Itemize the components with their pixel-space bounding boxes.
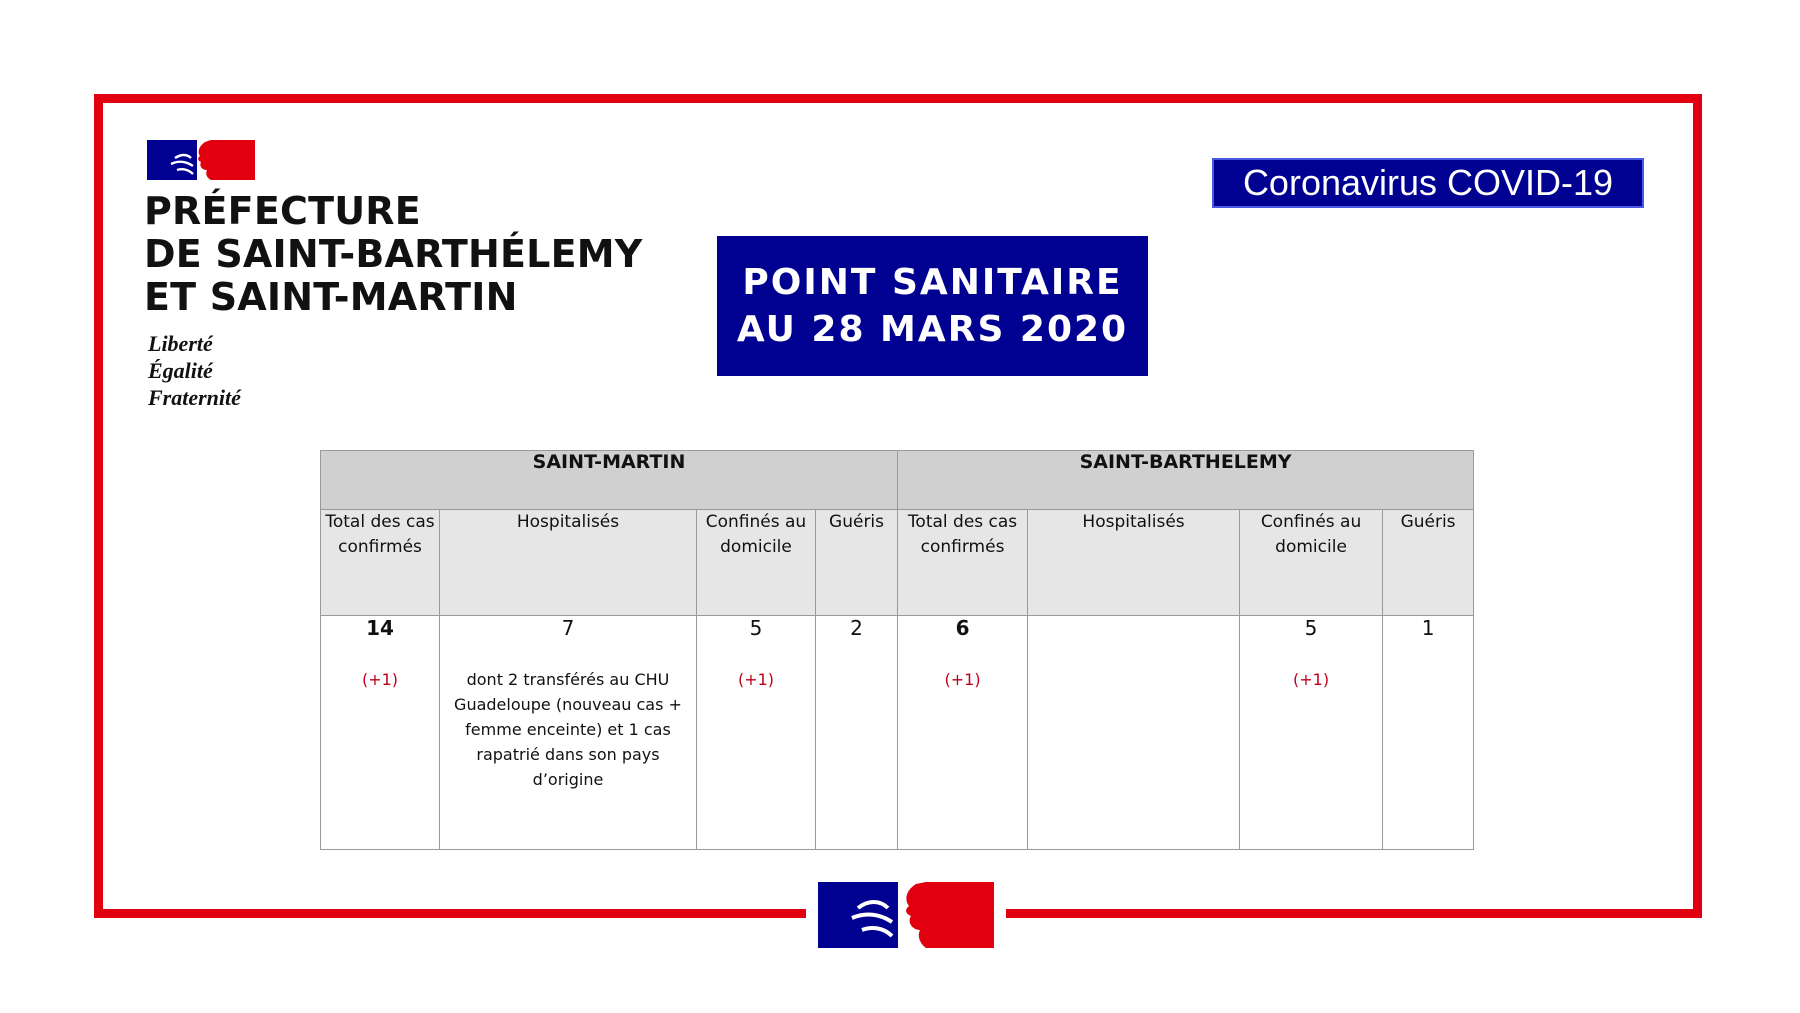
- delta-value: (+1): [361, 670, 399, 689]
- value: 5: [749, 616, 763, 640]
- motto-line: Égalité: [148, 358, 213, 383]
- header-hospitalises: Hospitalisés: [1028, 510, 1240, 616]
- region-header-row: [321, 451, 1474, 510]
- delta-value: (+1): [737, 670, 775, 689]
- value: 5: [1304, 616, 1318, 640]
- prefecture-line: ET SAINT-MARTIN: [144, 275, 518, 319]
- cell-sm-hospitalises: [440, 616, 697, 850]
- header-hospitalises: Hospitalisés: [440, 510, 697, 616]
- cell-sb-hospitalises: [1028, 616, 1240, 850]
- header-confines: Confinés au domicile: [1240, 510, 1383, 616]
- marianne-logo-icon: [806, 876, 1006, 948]
- motto-line: Fraternité: [148, 385, 241, 410]
- prefecture-title: [144, 190, 642, 319]
- values-row: [321, 616, 1474, 850]
- cell-sm-gueris: [816, 616, 898, 850]
- value: 6: [955, 616, 970, 640]
- value: 7: [561, 616, 575, 640]
- header-gueris: Guéris: [1383, 510, 1474, 616]
- column-header-row: [321, 510, 1474, 616]
- cell-sb-total: [898, 616, 1028, 850]
- region-saint-barthelemy: SAINT-BARTHELEMY: [898, 451, 1474, 510]
- header-total: Total des cas confirmés: [898, 510, 1028, 616]
- delta-value: (+1): [1293, 670, 1330, 689]
- point-title-line: POINT SANITAIRE: [742, 262, 1123, 303]
- covid-stats-table: [320, 450, 1474, 850]
- value: 2: [850, 616, 863, 640]
- motto-line: Liberté: [148, 331, 213, 356]
- cell-sb-confines: [1240, 616, 1383, 850]
- prefecture-line: DE SAINT-BARTHÉLEMY: [144, 232, 643, 276]
- region-saint-martin: SAINT-MARTIN: [321, 451, 898, 510]
- value: 14: [366, 616, 394, 640]
- point-sanitaire-box: [717, 236, 1148, 376]
- delta-value: (+1): [944, 670, 981, 689]
- hospitalises-note: dont 2 transférés au CHU Guadeloupe (nouveau cas + femme enceinte) et 1 cas rapatrié dans son pays d’origine: [454, 670, 682, 789]
- covid-badge: Coronavirus COVID-19: [1212, 158, 1644, 208]
- prefecture-line: PRÉFECTURE: [144, 189, 421, 233]
- value: 1: [1421, 616, 1435, 640]
- cell-sb-gueris: [1383, 616, 1474, 850]
- header-confines: Confinés au domicile: [697, 510, 816, 616]
- point-date-line: AU 28 MARS 2020: [736, 309, 1129, 350]
- marianne-logo-icon: [147, 140, 255, 180]
- header-total: Total des cas confirmés: [321, 510, 440, 616]
- republic-motto: [148, 330, 241, 411]
- cell-sm-confines: [697, 616, 816, 850]
- cell-sm-total: [321, 616, 440, 850]
- header-gueris: Guéris: [816, 510, 898, 616]
